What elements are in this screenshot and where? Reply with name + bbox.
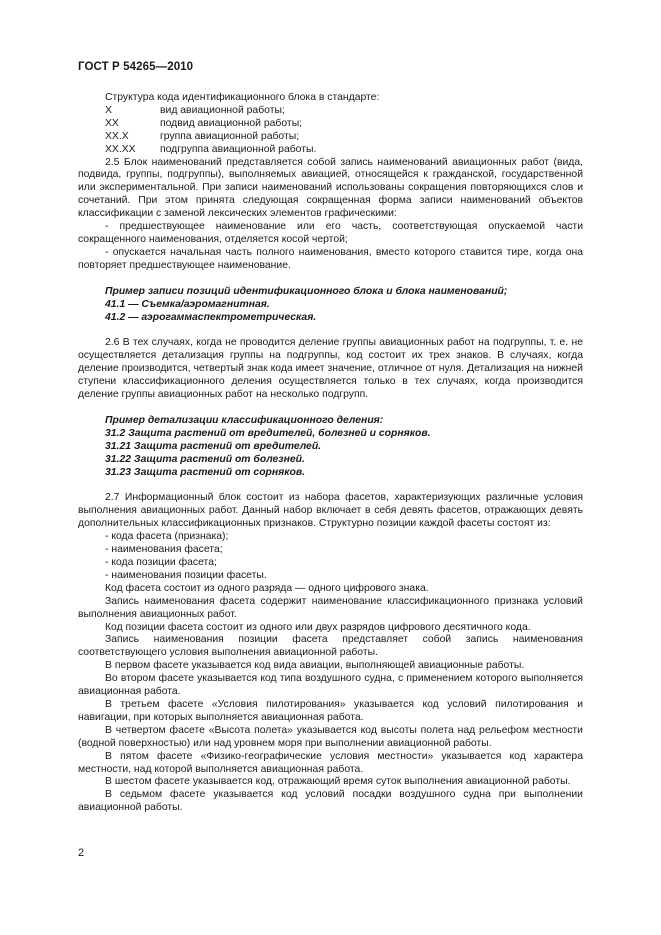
- facet-paragraph: Запись наименования фасета содержит наименование классификационного признака условий выполнения авиационных работ.: [78, 595, 583, 620]
- example-1-line: 41.1 — Съемка/аэромагнитная.: [105, 298, 270, 310]
- structure-desc: подгруппа авиационной работы.: [160, 143, 317, 155]
- document-body: [78, 92, 583, 815]
- facet-paragraph: В пятом фасете «Физико-географические условия местности» указывается код характера местности, над которой выполняется авиационная работа.: [78, 750, 583, 775]
- example-2-line: 31.22 Защита растений от болезней.: [105, 453, 305, 465]
- example-2-line: 31.2 Защита растений от вредителей, болезней и сорняков.: [105, 427, 431, 439]
- facet-paragraph: Запись наименования позиции фасета представляет собой запись наименования соответствующего условия выполнения авиационной работы.: [78, 634, 583, 659]
- structure-desc: подвид авиационной работы;: [160, 117, 303, 129]
- facet-paragraph: В шестом фасете указывается код, отражающий время суток выполнения авиационной работы.: [105, 776, 571, 788]
- structure-desc: группа авиационной работы;: [160, 130, 300, 142]
- facet-paragraph: В седьмом фасете указывается код условий посадки воздушного судна при выполнении авиационной работы.: [78, 789, 583, 814]
- paragraph-2-5-dash-2: - опускается начальная часть полного наименования, вместо которого ставится тире, когда она повторяет предшествующее наименование.: [78, 246, 583, 271]
- example-1-title: Пример записи позиций идентификационного блока и блока наименований;: [105, 285, 508, 297]
- facet-structure-item: - наименования позиции фасеты.: [105, 569, 267, 581]
- structure-row: [105, 118, 583, 131]
- example-1-line: 41.2 — аэрогаммаспектрометрическая.: [105, 311, 317, 323]
- facet-paragraph: Код позиции фасета состоит из одного или двух разрядов цифрового десятичного кода.: [105, 621, 531, 633]
- page-number: 2: [78, 847, 85, 859]
- structure-intro: Структура кода идентификационного блока в стандарте:: [105, 92, 380, 103]
- structure-code: ХХ.Х: [105, 130, 129, 142]
- example-2-title: Пример детализации классификационного деления:: [105, 414, 384, 426]
- example-2-line: 31.23 Защита растений от сорняков.: [105, 466, 306, 478]
- structure-row: [105, 131, 583, 144]
- paragraph-2-6: 2.6 В тех случаях, когда не проводится деление группы авиационных работ на подгруппы, т. е. не осуществляется детализация группы на подгруппы, код состоит их трех знаков. В случаях, когда деление производится, четвертый знак кода имеет значение, отличное от нуля. Детализация на нижней ступени классификационного деления осуществляется только в тех случаях, когда производится деление группы авиационных работ на несколько подгрупп.: [78, 337, 583, 401]
- structure-row: [105, 144, 583, 157]
- structure-code: ХХ.ХХ: [105, 143, 136, 155]
- paragraph-2-7: 2.7 Информационный блок состоит из набора фасетов, характеризующих различные условия выполнения авиационных работ. Данный набор включает в себя девять фасетов, отражающих девять дополнительных классификационных признаков. Структурно позиции каждой фасеты состоят из:: [78, 492, 583, 530]
- facet-structure-item: - наименования фасета;: [105, 544, 223, 556]
- structure-code: ХХ: [105, 117, 119, 129]
- structure-row: [105, 105, 583, 118]
- facet-paragraph: В третьем фасете «Условия пилотирования» указывается код условий пилотирования и навигации, при которых выполняется авиационная работа.: [78, 698, 583, 723]
- facet-structure-item: - кода фасета (признака);: [105, 531, 229, 543]
- facet-paragraph: Код фасета состоит из одного разряда — одного цифрового знака.: [105, 582, 429, 594]
- facet-paragraph: В четвертом фасете «Высота полета» указывается код высоты полета над рельефом местности (водной поверхностью) или над уровнем моря при выполнении авиационной работы.: [78, 724, 583, 749]
- paragraph-2-5-dash-1: - предшествующее наименование или его часть, соответствующая опускаемой части сокращенного наименования, отделяется косой чертой;: [78, 221, 583, 245]
- facet-paragraph: В первом фасете указывается код вида авиации, выполняющей авиационные работы.: [105, 660, 525, 672]
- example-2-line: 31.21 Защита растений от вредителей.: [105, 440, 322, 452]
- structure-desc: вид авиационной работы;: [160, 104, 285, 116]
- facet-paragraph: Во втором фасете указывается код типа воздушного судна, с применением которого выполняется авиационная работа.: [78, 673, 583, 698]
- paragraph-2-5: 2.5 Блок наименований представляется собой запись наименований авиационных работ (вида, подвида, группы, подгруппы), выполняемых авиацией, относящейся к гражданской, государственной или экспериментальной. При записи наименований использованы сокращения повторяющихся слов и сочетаний. При этом принята следующая сокращенная форма записи наименований объектов классификации с заменой лексических элементов графическими:: [78, 156, 583, 220]
- document-header: ГОСТ Р 54265—2010: [78, 61, 194, 73]
- facet-structure-item: - кода позиции фасета;: [105, 557, 217, 568]
- structure-code: Х: [105, 104, 112, 116]
